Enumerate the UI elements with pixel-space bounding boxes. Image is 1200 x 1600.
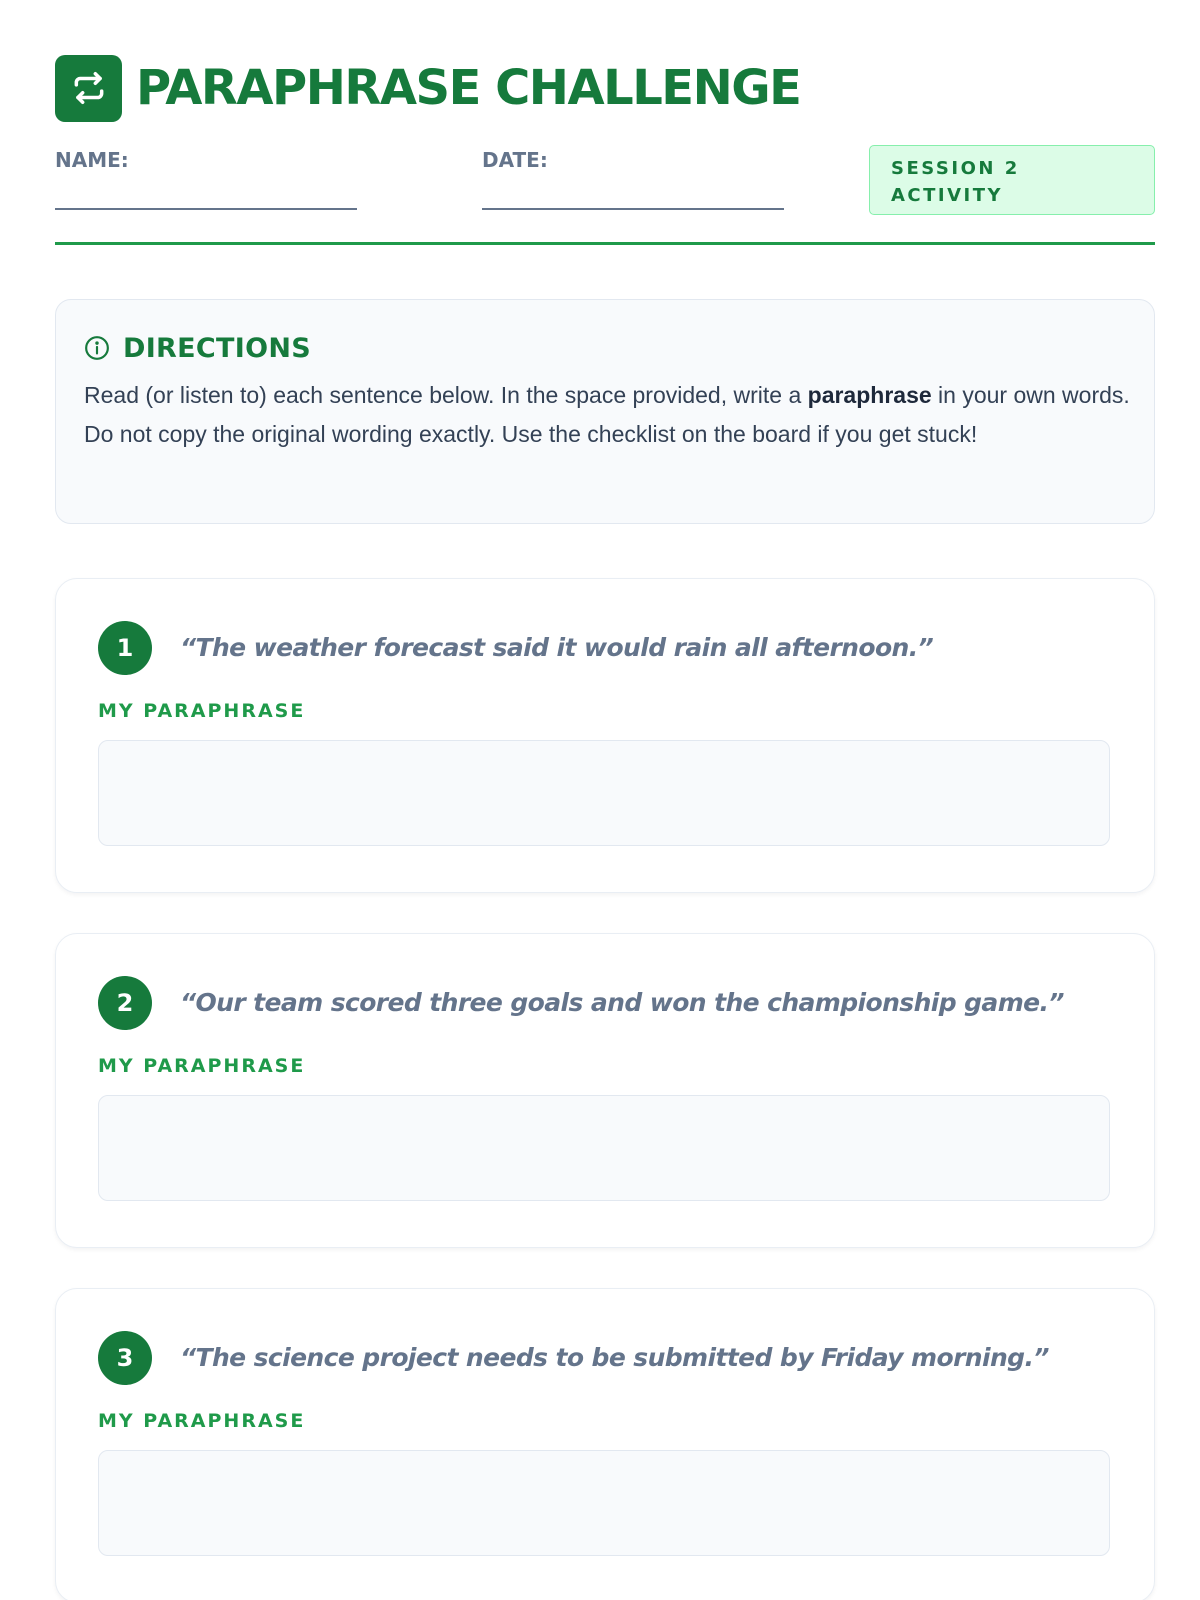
- info-circle-icon: [84, 335, 110, 361]
- directions-title: DIRECTIONS: [123, 332, 311, 364]
- answer-box[interactable]: [98, 1450, 1110, 1556]
- session-badge: [869, 145, 1155, 215]
- repeat-arrows-icon: [55, 55, 122, 122]
- question-sentence: “The science project needs to be submitted by Friday morning.”: [180, 1343, 1049, 1372]
- answer-box[interactable]: [98, 740, 1110, 846]
- session-badge-line2: ACTIVITY: [891, 185, 1004, 206]
- session-badge-line1: SESSION 2: [891, 158, 1020, 179]
- answer-label: MY PARAPHRASE: [98, 1410, 306, 1432]
- directions-box: [55, 299, 1155, 524]
- title-row: [55, 54, 800, 122]
- answer-label: MY PARAPHRASE: [98, 700, 306, 722]
- directions-text: Read (or listen to) each sentence below. In the space provided, write a paraphrase in your own words. Do not copy the original wording exactly. Use the checklist on the board if you get stuck!: [84, 382, 1130, 447]
- directions-header: [84, 332, 1126, 364]
- question-card: [55, 1288, 1155, 1600]
- name-field[interactable]: [55, 150, 357, 170]
- question-number: 2: [98, 976, 152, 1030]
- directions-keyword: paraphrase: [807, 382, 932, 408]
- question-sentence: “The weather forecast said it would rain all afternoon.”: [180, 633, 934, 662]
- question-card: [55, 933, 1155, 1248]
- date-label: DATE:: [482, 148, 548, 172]
- name-line[interactable]: [55, 208, 357, 210]
- name-label: NAME:: [55, 148, 129, 172]
- question-sentence: “Our team scored three goals and won the championship game.”: [180, 988, 1064, 1017]
- question-number: 1: [98, 621, 152, 675]
- question-number: 3: [98, 1331, 152, 1385]
- header-divider: [55, 242, 1155, 245]
- date-field[interactable]: [482, 150, 784, 170]
- question-card: [55, 578, 1155, 893]
- page-title: PARAPHRASE CHALLENGE: [136, 60, 801, 116]
- answer-label: MY PARAPHRASE: [98, 1055, 306, 1077]
- date-line[interactable]: [482, 208, 784, 210]
- answer-box[interactable]: [98, 1095, 1110, 1201]
